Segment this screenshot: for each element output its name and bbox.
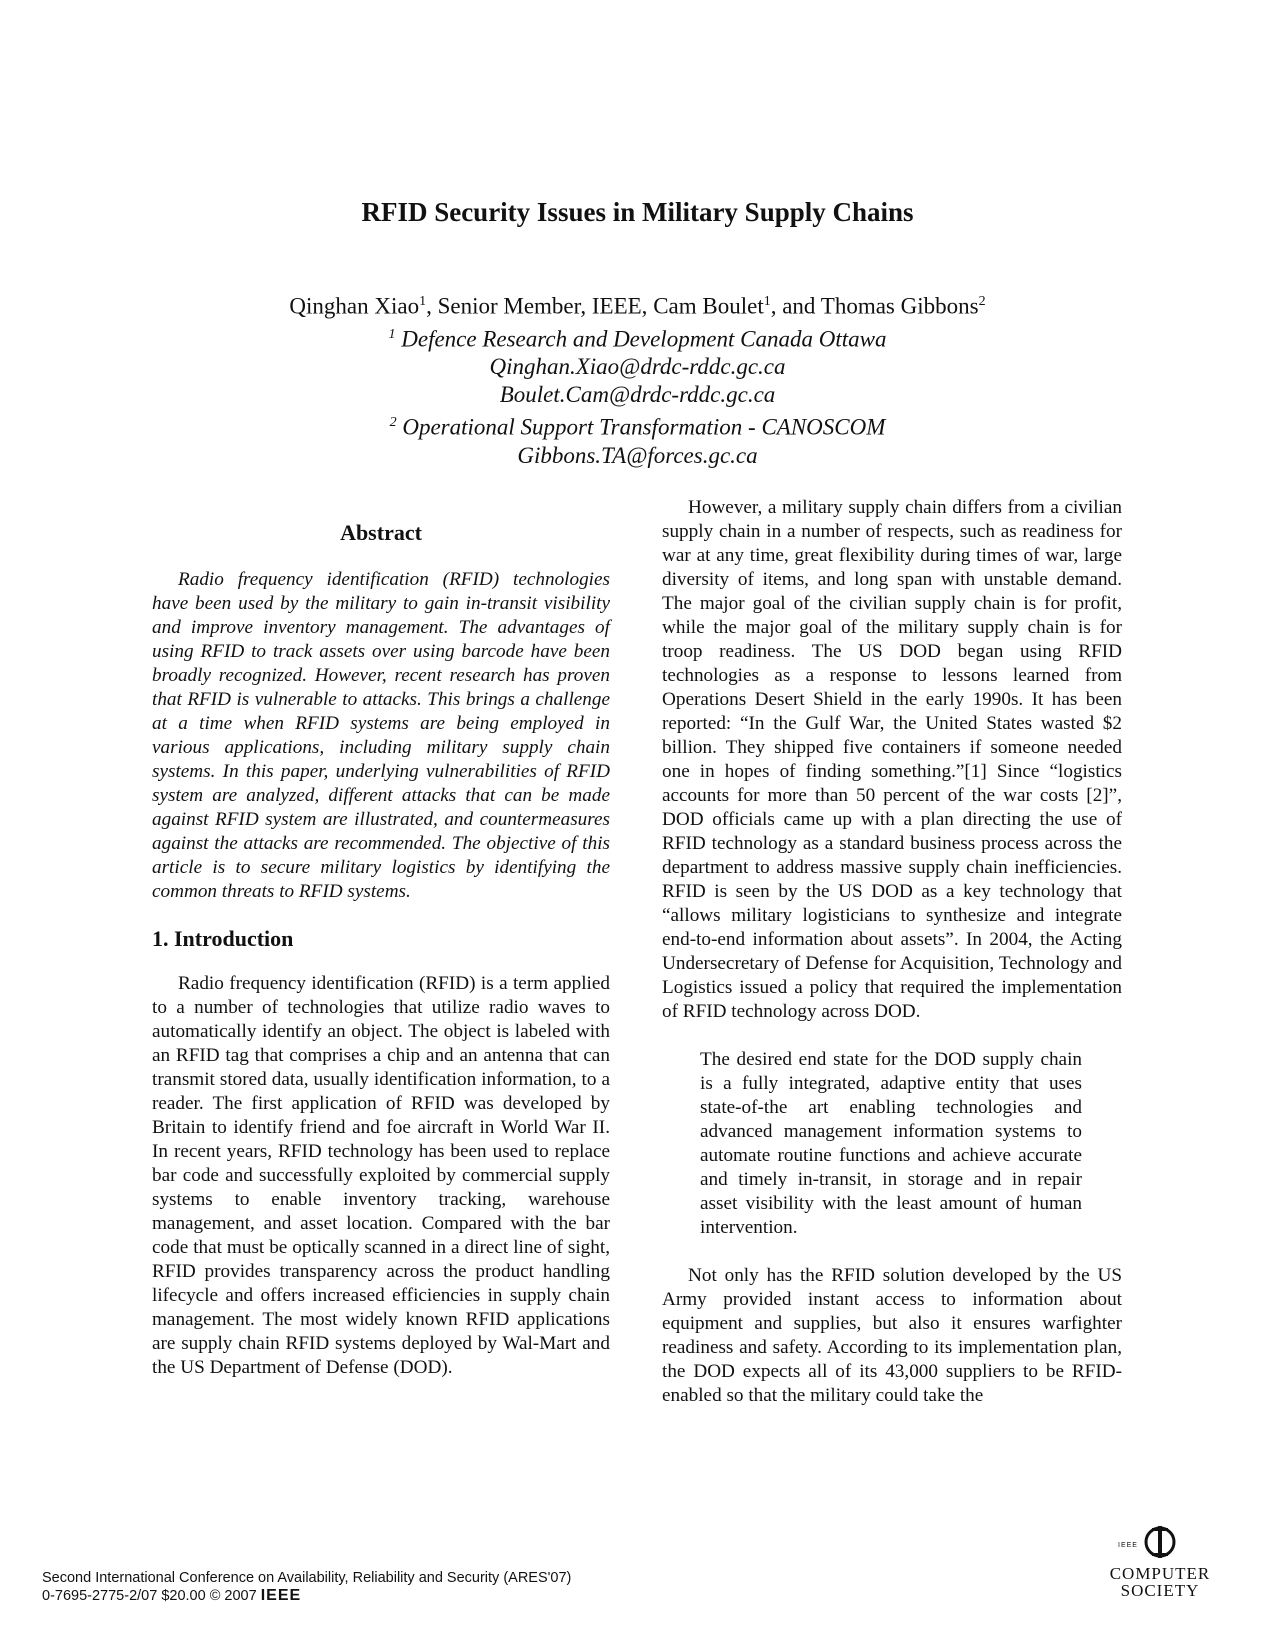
right-column	[662, 497, 1122, 1408]
affiliation-1-text: Defence Research and Development Canada Ottawa	[395, 326, 887, 352]
author-2-name: Cam Boulet	[653, 293, 764, 319]
author-1-role: , Senior Member, IEEE,	[426, 293, 654, 319]
intro-paragraph: Radio frequency identification (RFID) is a term applied to a number of technologies that utilize radio waves to automatically identify an object. The object is labeled with an RFID tag that comprises a chip and an antenna that can transmit stored data, usually identification information, to a reader. The first application of RFID was developed by Britain to identify friend and foe aircraft in World War II. In recent years, RFID technology has been used to replace bar code and successfully exploited by commercial supply systems to enable inventory tracking, warehouse management, and asset location. Compared with the bar code that must be optically scanned in a direct line of sight, RFID provides transparency across the product handling lifecycle and offers increased efficiencies in supply chain management. The most widely known RFID applications are supply chain RFID systems deployed by Wal-Mart and the US Department of Defense (DOD).	[152, 973, 610, 1378]
abstract-heading: Abstract	[340, 520, 422, 545]
email-3: Gibbons.TA@forces.gc.ca	[517, 442, 758, 468]
footer-line-2	[42, 1587, 571, 1605]
footer-isbn: 0-7695-2775-2/07 $20.00 © 2007	[42, 1588, 261, 1604]
author-3-sup: 2	[978, 294, 986, 309]
logo-ieee-small: IEEE	[1118, 1542, 1138, 1549]
author-join: , and	[770, 293, 821, 319]
author-2-sup: 1	[763, 294, 771, 309]
footer-line-1: Second International Conference on Availability, Reliability and Security (ARES'07)	[42, 1570, 572, 1586]
conference-footer	[42, 1569, 571, 1605]
author-1-sup: 1	[419, 294, 427, 309]
author-block	[0, 288, 1275, 470]
body-paragraph-1: However, a military supply chain differs from a civilian supply chain in a number of respects, such as readiness for war at any time, great flexibility during times of war, large diversity of items, and long span with unstable demand. The major goal of the civilian supply chain is for profit, while the major goal of the military supply chain is for troop readiness. The US DOD began using RFID technologies as a response to lessons learned from Operations Desert Shield in the early 1990s. It has been reported: “In the Gulf War, the United States wasted $2 billion. They shipped five containers if someone needed one in hopes of finding something.”[1] Since “logistics accounts for more than 50 percent of the war costs [2]”, DOD officials came up with a plan directing the use of RFID technology as a standard business process across the department to address massive supply chain inefficiencies. RFID is seen by the US DOD as a key technology that “allows military logisticians to synthesize and integrate end-to-end information about assets”. In 2004, the Acting Undersecretary of Defense for Acquisition, Technology and Logistics issued a policy that required the implementation of RFID technology across DOD.	[662, 497, 1122, 1022]
logo-line-2: SOCIETY	[1120, 1581, 1200, 1600]
logo-wordmark	[1090, 1565, 1230, 1599]
left-column	[152, 520, 610, 1380]
email-2: Boulet.Cam@drdc-rddc.gc.ca	[499, 382, 776, 408]
author-line	[0, 288, 1275, 321]
author-1-name: Qinghan Xiao	[289, 293, 420, 319]
affiliation-1	[0, 321, 1275, 354]
email-1: Qinghan.Xiao@drdc-rddc.gc.ca	[489, 354, 786, 380]
abstract-text: Radio frequency identification (RFID) technologies have been used by the military to gain in-transit visibility and improve inventory management. The advantages of using RFID to track assets over using barcode have been broadly recognized. However, recent research has proven that RFID is vulnerable to attacks. This brings a challenge at a time when RFID systems are being employed in various applications, including military supply chain systems. In this paper, underlying vulnerabilities of RFID system are analyzed, different attacks that can be made against RFID system are illustrated, and countermeasures against the attacks are recommended. The objective of this article is to secure military logistics by identifying the common threats to RFID systems.	[152, 569, 610, 902]
affiliation-1-sup: 1	[388, 326, 396, 342]
intro-heading: 1. Introduction	[152, 926, 294, 951]
logo-line-1: COMPUTER	[1109, 1564, 1211, 1583]
affiliation-2-text: Operational Support Transformation - CANOSCOM	[396, 414, 886, 440]
author-3-name: Thomas Gibbons	[820, 293, 979, 319]
block-quote: The desired end state for the DOD supply chain is a fully integrated, adaptive entity that uses state-of-the art enabling technologies and advanced management information systems to automate routine functions and achieve accurate and timely in-transit, in storage and in repair asset visibility with the least amount of human intervention.	[700, 1049, 1082, 1238]
ieee-wordmark: IEEE	[260, 1587, 302, 1604]
body-paragraph-2: Not only has the RFID solution developed by the US Army provided instant access to information about equipment and supplies, but also it ensures warfighter readiness and safety. According to its implementation plan, the DOD expects all of its 43,000 suppliers to be RFID-enabled so that the military could take the	[662, 1265, 1122, 1406]
paper-title: RFID Security Issues in Military Supply Chains	[361, 197, 914, 227]
affiliation-2-sup: 2	[389, 415, 397, 431]
affiliation-2	[0, 409, 1275, 442]
